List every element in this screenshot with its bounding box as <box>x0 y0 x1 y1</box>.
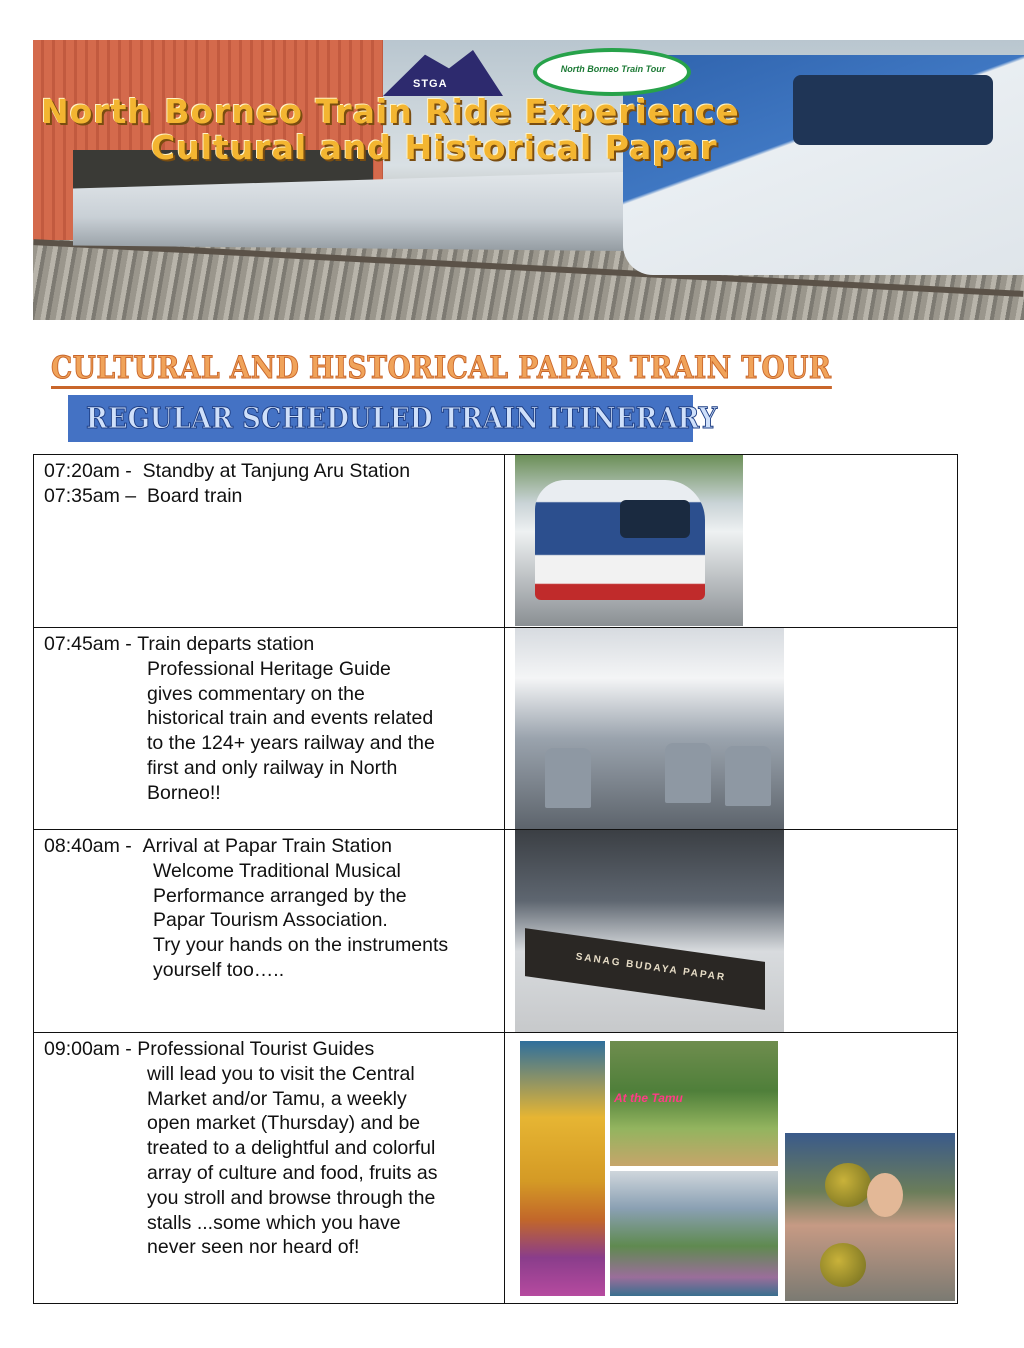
itinerary-subheading: REGULAR SCHEDULED TRAIN ITINERARY <box>86 401 718 435</box>
itinerary-time: 07:35am – <box>44 484 147 507</box>
photo-train-interior <box>515 628 784 829</box>
itinerary-text-cell <box>34 830 505 1032</box>
itinerary-row <box>34 627 957 829</box>
banner-image <box>33 40 1024 320</box>
itinerary-time: 09:00am - <box>44 1038 138 1060</box>
itinerary-time: 08:40am - <box>44 835 143 857</box>
itinerary-row <box>34 1032 957 1303</box>
tour-heading: CULTURAL AND HISTORICAL PAPAR TRAIN TOUR <box>51 350 831 389</box>
itinerary-photo-cell <box>505 830 957 1032</box>
itinerary-activity: Standby at Tanjung Aru Station <box>142 460 411 482</box>
gong-label: SANAG BUDAYA PAPAR <box>574 951 727 984</box>
itinerary-photo-cell <box>505 628 957 829</box>
itinerary-photo-cell <box>505 455 957 627</box>
north-borneo-train-tour-logo-text: North Borneo Train Tour <box>560 64 666 74</box>
itinerary-description: Professional Heritage Guide gives commentary on the historical train and events related to the 124+ years railway and the first and only railway in North Borneo!! <box>147 657 435 804</box>
train-window <box>793 75 993 145</box>
itinerary-description: Welcome Traditional Musical Performance arranged by the Papar Tourism Association. Try your hands on the instruments yourself too….. <box>153 859 449 981</box>
banner-title-line2: Cultural and Historical Papar <box>151 128 718 167</box>
photo-central-market <box>610 1171 778 1296</box>
tamu-label: At the Tamu <box>614 1091 683 1105</box>
photo-woman-with-fruit <box>785 1133 955 1301</box>
itinerary-row <box>34 455 957 627</box>
itinerary-row <box>34 829 957 1032</box>
itinerary-photo-cell <box>505 1033 957 1303</box>
itinerary-text-cell <box>34 1033 505 1303</box>
photo-train-at-station <box>515 455 743 626</box>
photo-fruit-stall <box>520 1041 605 1296</box>
banner-title-line1: North Borneo Train Ride Experience <box>41 92 740 131</box>
itinerary-time: 07:45am - <box>44 633 138 655</box>
itinerary-table <box>33 454 958 1304</box>
photo-musical-performance <box>515 830 784 1032</box>
stga-logo-text: STGA <box>413 78 448 90</box>
photo-tamu-market <box>610 1041 778 1166</box>
itinerary-text-cell <box>34 628 505 829</box>
itinerary-activity: Train departs station <box>137 633 315 655</box>
itinerary-activity: Arrival at Papar Train Station <box>142 835 392 857</box>
itinerary-activity: Board train <box>146 484 243 507</box>
itinerary-description: will lead you to visit the Central Market and/or Tamu, a weekly open market (Thursday) and be treated to a delightful and colorful array of culture and food, fruits as you stroll and browse through the stalls ...some which you have never seen nor heard of! <box>147 1062 438 1259</box>
itinerary-text-cell <box>34 455 505 627</box>
itinerary-time: 07:20am - <box>44 460 143 482</box>
itinerary-activity: Professional Tourist Guides <box>137 1038 375 1060</box>
